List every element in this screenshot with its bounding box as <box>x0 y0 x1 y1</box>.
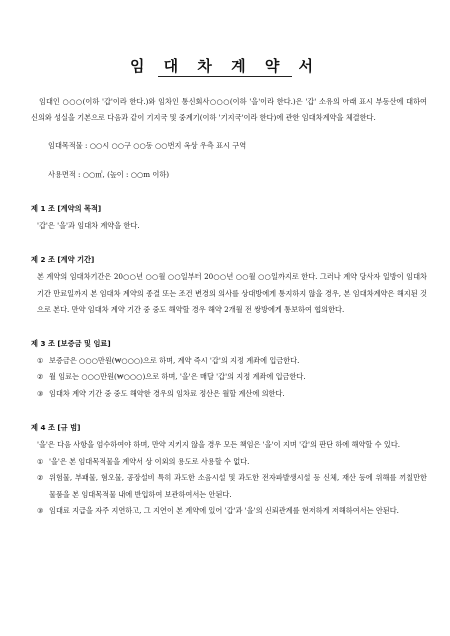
article-text: '을'은 다음 사항을 엄수하여야 하며, 만약 지키지 않을 경우 모든 책임은 '을'이 지며 '갑'의 판단 하에 해약할 수 있다. <box>37 440 401 450</box>
document-body <box>31 94 427 519</box>
item-text: 임대차 계약 기간 중 중도 해약한 경우의 임차료 정산은 월할 계산에 의한다. <box>49 388 285 398</box>
article-text: 본 계약의 임대차기간은 20○○년 ○○월 ○○일부터 20○○년 ○○월 ○○일까지로 한다. 그러나 계약 당사자 일방이 임대차 기간 만료일까지 본 임대차 계약의 종결 또는 조건 변경의 의사를 상대방에게 통지하지 않을 경우, 본 임대차계약은 해지된 것으로 본다. 만약 임대차 계약 기간 중 중도 해약할 경우 해약 2개월 전 쌍방에게 통보하여 협의한다. <box>37 272 427 314</box>
list-item <box>37 386 427 402</box>
preamble-paragraph: 임대인 ○○○(이하 '갑'이라 한다.)와 임차인 통신회사○○○(이하 '을'이라 한다.)은 '갑' 소유의 아래 표시 부동산에 대하여 신의와 성실을 기본으로 다음과 같이 기지국 및 중계기(이하 '기지국'이라 한다)에 관한 임대차계약을 체결한다. <box>31 97 427 123</box>
item-number: ① <box>37 457 44 467</box>
item-text: '을'은 본 임대목적물을 계약서 상 이외의 용도로 사용할 수 없다. <box>49 457 250 467</box>
item-text: 위험물, 부패물, 혐오물, 공장설비 특히 과도한 소음시설 및 과도한 전자파발생시설 등 신체, 재산 등에 위해를 끼칠만한 물품을 본 임대목적물 내에 반입하여 보관하여서는 안된다. <box>49 473 427 499</box>
article-heading: 제 4 조 [규 범] <box>31 422 81 432</box>
article-4 <box>31 420 427 519</box>
list-item <box>37 369 427 385</box>
title-underline <box>158 76 292 77</box>
item-text: 보증금은 ○○○만원(₩○○○)으로 하며, 계약 즉시 '갑'의 지정 계좌에 입금한다. <box>49 356 300 366</box>
list-item <box>37 470 427 502</box>
list-item <box>37 503 427 519</box>
field-usage-area: 사용면적 : ○○㎡, (높이 : ○○m 이하) <box>48 169 170 179</box>
article-heading: 제 1 조 [계약의 목적] <box>31 203 102 213</box>
item-number: ② <box>37 372 44 382</box>
item-text: 월 임료는 ○○○만원(₩○○○)으로 하며, '을'은 매달 '갑'의 지정 계좌에 입금한다. <box>49 372 306 382</box>
item-number: ① <box>37 356 44 366</box>
article-items <box>31 454 427 519</box>
article-3 <box>31 336 427 402</box>
document-title: 임 대 차 계 약 서 <box>129 57 321 75</box>
item-text: 임대료 지급을 자주 지연하고, 그 지연이 본 계약에 있어 '갑'과 '을'의 신뢰관계를 현저하게 저해하여서는 안된다. <box>49 505 399 515</box>
item-number: ③ <box>37 505 44 515</box>
item-number: ② <box>37 473 44 483</box>
article-2 <box>31 252 427 318</box>
article-heading: 제 2 조 [계약 기간] <box>31 255 95 265</box>
list-item <box>37 454 427 470</box>
item-number: ③ <box>37 388 44 398</box>
article-items <box>31 353 427 402</box>
article-text: '갑'은 '을'과 임대차 계약을 한다. <box>37 221 140 231</box>
list-item <box>37 353 427 369</box>
article-heading: 제 3 조 [보증금 및 임료] <box>31 339 111 349</box>
article-1 <box>31 201 427 234</box>
field-rental-object: 임대목적물 : ○○시 ○○구 ○○동 ○○번지 옥상 우측 표시 구역 <box>48 141 247 151</box>
